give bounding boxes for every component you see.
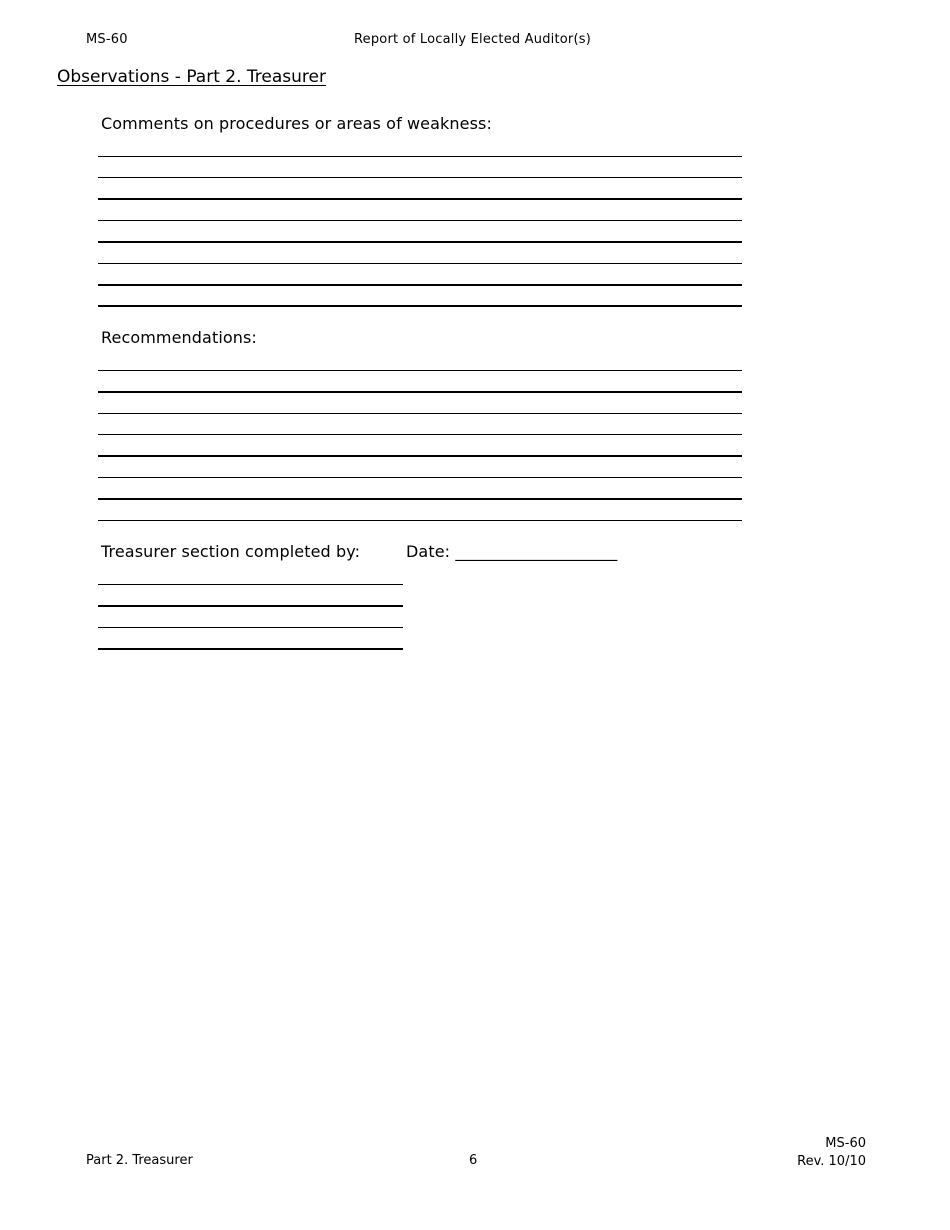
recommendation-line[interactable] <box>98 498 742 500</box>
comment-line[interactable] <box>98 156 742 157</box>
comment-line[interactable] <box>98 220 742 221</box>
recommendation-line[interactable] <box>98 520 742 521</box>
signature-line[interactable] <box>98 605 403 607</box>
section-title: Observations - Part 2. Treasurer <box>57 67 326 87</box>
header-form-id: MS-60 <box>86 32 128 47</box>
recommendation-line[interactable] <box>98 455 742 457</box>
signature-line[interactable] <box>98 648 403 650</box>
date-field[interactable]: Date: ____________________ <box>406 542 618 561</box>
recommendation-line[interactable] <box>98 477 742 478</box>
comment-line[interactable] <box>98 241 742 243</box>
footer-form-id: MS-60 <box>825 1136 866 1151</box>
signature-line[interactable] <box>98 627 403 628</box>
comment-line[interactable] <box>98 305 742 307</box>
footer-section-name: Part 2. Treasurer <box>86 1153 193 1168</box>
recommendation-line[interactable] <box>98 391 742 393</box>
footer-page-number: 6 <box>469 1153 478 1168</box>
comment-line[interactable] <box>98 177 742 178</box>
comment-line[interactable] <box>98 198 742 200</box>
recommendation-line[interactable] <box>98 413 742 414</box>
header-report-title: Report of Locally Elected Auditor(s) <box>354 32 591 47</box>
recommendation-line[interactable] <box>98 370 742 371</box>
recommendation-line[interactable] <box>98 434 742 435</box>
completed-by-label: Treasurer section completed by: <box>101 542 361 561</box>
footer-revision: Rev. 10/10 <box>797 1154 866 1169</box>
signature-line[interactable] <box>98 584 403 585</box>
recommendations-label: Recommendations: <box>101 328 257 347</box>
comments-label: Comments on procedures or areas of weakness: <box>101 114 492 133</box>
comment-line[interactable] <box>98 284 742 286</box>
comment-line[interactable] <box>98 263 742 264</box>
